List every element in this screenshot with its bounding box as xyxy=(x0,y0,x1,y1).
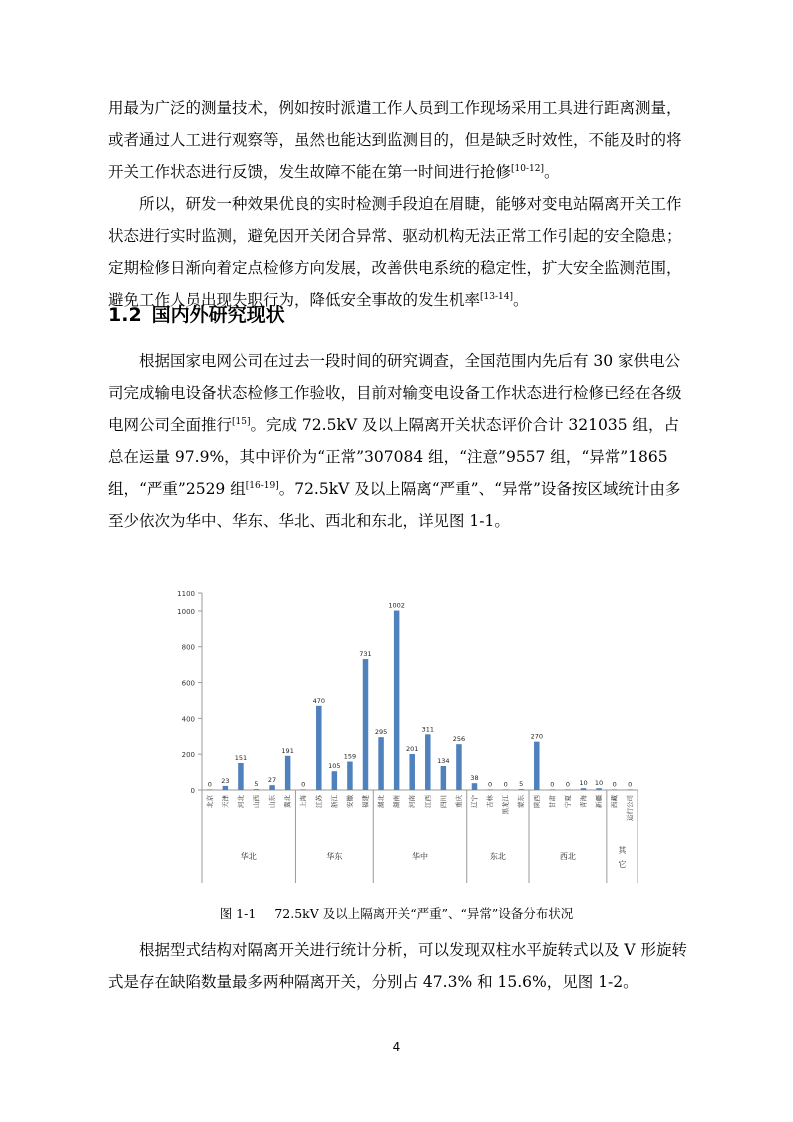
bar xyxy=(503,789,509,790)
bar xyxy=(627,789,633,790)
bar xyxy=(238,763,244,790)
category-label: 冀北 xyxy=(283,795,292,808)
category-label: 四川 xyxy=(439,795,448,808)
bar xyxy=(394,611,400,790)
bar-value-label: 38 xyxy=(470,774,479,783)
bar xyxy=(425,734,431,790)
bar-value-label: 0 xyxy=(503,780,508,789)
category-label: 新疆 xyxy=(595,795,604,808)
bar-value-label: 0 xyxy=(612,780,617,789)
bar-value-label: 105 xyxy=(328,762,341,771)
bar xyxy=(347,762,353,790)
bar-chart xyxy=(160,583,638,885)
bar-value-label: 27 xyxy=(267,776,277,785)
category-label: 山西 xyxy=(252,795,261,808)
bar xyxy=(596,788,602,790)
y-tick-label: 1100 xyxy=(177,590,195,598)
category-label: 上海 xyxy=(299,795,308,808)
bar-value-label: 256 xyxy=(452,735,466,744)
bar xyxy=(269,785,275,790)
bar-value-label: 295 xyxy=(374,728,388,737)
category-label: 安徽 xyxy=(345,795,354,808)
bar xyxy=(223,786,229,790)
bar xyxy=(254,789,260,790)
bar-value-label: 0 xyxy=(628,780,633,789)
citation: [16-19] xyxy=(245,480,279,491)
citation: [15] xyxy=(232,416,251,427)
category-label: 山东 xyxy=(268,795,277,808)
category-label: 蒙东 xyxy=(517,795,526,808)
bar-value-label: 159 xyxy=(343,752,357,761)
y-tick-label: 400 xyxy=(181,715,195,724)
bar xyxy=(207,789,213,790)
category-label: 黑龙江 xyxy=(501,795,510,815)
category-label: 湖南 xyxy=(392,795,401,808)
bar xyxy=(378,737,384,790)
bar xyxy=(487,789,493,790)
figure-caption xyxy=(0,904,793,922)
bar xyxy=(300,789,306,790)
bar xyxy=(581,788,587,790)
bar xyxy=(363,659,369,790)
group-label: 其它 xyxy=(618,846,627,869)
group-label: 西北 xyxy=(559,852,576,861)
citation: [10-12] xyxy=(511,163,544,174)
bar xyxy=(518,789,524,790)
category-label: 宁夏 xyxy=(563,795,572,808)
bar-value-label: 191 xyxy=(281,746,294,755)
bar xyxy=(441,766,447,790)
section-heading xyxy=(108,300,285,327)
bar-value-label: 0 xyxy=(550,780,555,789)
group-label: 华东 xyxy=(326,852,343,861)
category-label: 运行公司 xyxy=(626,795,635,821)
category-label: 浙江 xyxy=(330,795,339,808)
group-label: 华北 xyxy=(240,852,257,861)
y-tick-label: 600 xyxy=(181,679,195,688)
bar xyxy=(285,756,291,790)
bar xyxy=(565,789,571,790)
bar-value-label: 23 xyxy=(221,776,230,785)
bar xyxy=(316,706,322,790)
group-label: 华中 xyxy=(412,852,428,861)
category-label: 江西 xyxy=(423,795,432,808)
bar-value-label: 0 xyxy=(565,780,570,789)
bar xyxy=(550,789,556,790)
paragraph-1: 用最为广泛的测量技术，例如按时派遣工作人员到工作现场采用工具进行距离测量，或者通过人工进行观察等，虽然也能达到监测目的，但是缺乏时效性，不能及时的将开关工作状态进行反馈，发生故障不能在第一时间进行抢修[10-12]。 xyxy=(108,99,682,181)
bar-value-label: 201 xyxy=(406,745,419,754)
y-tick-label: 200 xyxy=(181,751,195,760)
bar xyxy=(472,783,478,790)
category-label: 陕西 xyxy=(532,795,541,808)
section-number: 1.2 xyxy=(108,304,142,326)
paragraph-2: 所以，研发一种效果优良的实时检测手段迫在眉睫，能够对变电站隔离开关工作状态进行实时监测，避免因开关闭合异常、驱动机构无法正常工作引起的安全隐患；定期检修日渐向着定点检修方向发展，改善供电系统的稳定性，扩大安全监测范围，避免工作人员出现失职行为，降低安全事故的发生机率[13-14]。 xyxy=(108,195,682,309)
category-label: 河北 xyxy=(236,795,245,808)
bar-value-label: 151 xyxy=(234,753,248,762)
figure-number: 图 1-1 xyxy=(219,906,257,921)
bar xyxy=(332,771,338,790)
bar xyxy=(456,744,462,790)
bar-value-label: 470 xyxy=(312,696,325,705)
bar-value-label: 10 xyxy=(579,779,588,788)
bar xyxy=(409,754,415,790)
bar xyxy=(534,742,540,790)
y-tick-label: 1000 xyxy=(177,607,195,616)
bar-value-label: 0 xyxy=(488,780,493,789)
category-label: 江苏 xyxy=(314,795,323,808)
bar-value-label: 134 xyxy=(437,757,450,766)
category-label: 北京 xyxy=(205,795,214,808)
group-label: 东北 xyxy=(489,852,506,861)
category-label: 福建 xyxy=(361,795,370,808)
category-label: 西藏 xyxy=(610,795,619,808)
y-tick-label: 800 xyxy=(181,643,195,652)
category-label: 天津 xyxy=(221,795,230,808)
bar-value-label: 0 xyxy=(207,780,212,789)
bar-value-label: 311 xyxy=(421,725,434,734)
category-label: 湖北 xyxy=(377,795,386,808)
category-label: 辽宁 xyxy=(470,795,479,808)
bar xyxy=(612,789,618,790)
figure-caption-text: 72.5kV 及以上隔离开关“严重”、“异常”设备分布状况 xyxy=(274,906,574,921)
category-label: 青海 xyxy=(579,795,588,808)
bar-value-label: 5 xyxy=(519,780,524,789)
bar-value-label: 270 xyxy=(530,732,543,741)
bar-value-label: 731 xyxy=(359,650,372,659)
category-label: 甘肃 xyxy=(548,795,557,808)
y-tick-label: 0 xyxy=(190,787,195,795)
category-label: 重庆 xyxy=(454,795,463,808)
bar-value-label: 5 xyxy=(254,780,259,789)
category-label: 吉林 xyxy=(486,795,495,808)
page-number: 4 xyxy=(392,1040,401,1054)
paragraph-3: 根据国家电网公司在过去一段时间的研究调查，全国范围内先后有 30 家供电公司完成输电设备状态检修工作验收，目前对输变电设备工作状态进行检修已经在各级电网公司全面推行[15]。完成 72.5kV 及以上隔离开关状态评价合计 321035 组，占总在运量 97.9%，其中评价为“正常”307084 组，“注意”9557 组，“异常”1865 组，“严重”2529 组[16-19]。72.5kV 及以上隔离“严重”、“异常”设备按区域统计由多至少依次为华中、华东、华北、西北和东北，详见图 1-1。 xyxy=(108,352,682,530)
bar-value-label: 10 xyxy=(594,779,604,788)
bar-value-label: 1002 xyxy=(388,601,405,610)
bar-value-label: 0 xyxy=(301,780,306,789)
category-label: 河南 xyxy=(408,795,417,808)
citation: [13-14] xyxy=(480,291,513,302)
paragraph-4: 根据型式结构对隔离开关进行统计分析，可以发现双柱水平旋转式以及 V 形旋转式是存在缺陷数量最多两种隔离开关，分别占 47.3% 和 15.6%，见图 1-2。 xyxy=(108,941,688,991)
section-title: 国内外研究现状 xyxy=(151,304,285,326)
